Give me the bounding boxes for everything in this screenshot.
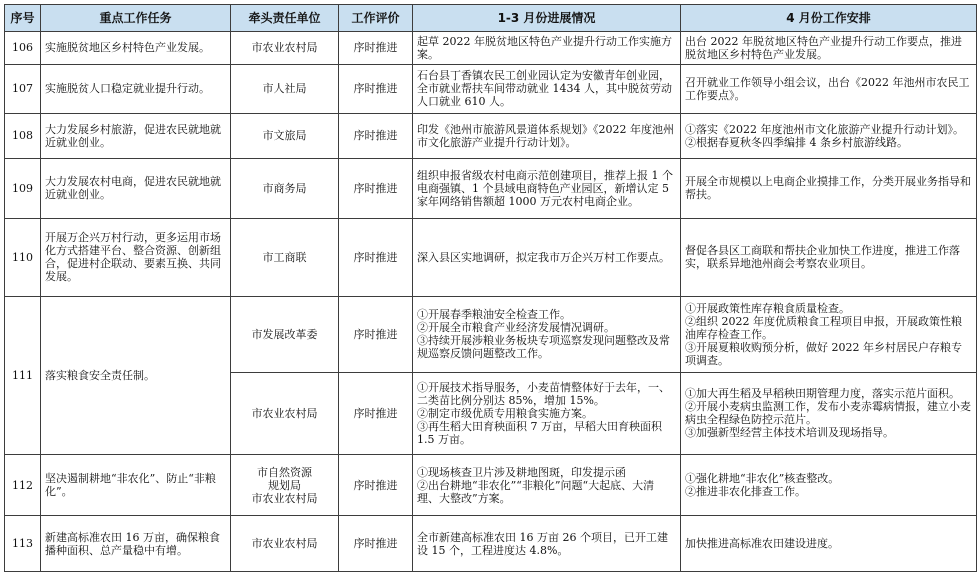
table-row — [5, 454, 977, 516]
task-cell: 坚决遏制耕地“非农化”、防止“非粮化”。 — [41, 454, 231, 516]
unit-cell: 市农业农村局 — [231, 516, 339, 572]
unit-cell: 市农业农村局 — [231, 372, 339, 454]
progress-cell: 起草 2022 年脱贫地区特色产业提升行动工作实施方案。 — [413, 31, 681, 64]
progress-item: ③再生稻大田育秧面积 7 万亩，早稻大田育秧面积 1.5 万亩。 — [417, 419, 662, 446]
plan-cell: 开展全市规模以上电商企业摸排工作，分类开展业务指导和帮扶。 — [681, 159, 977, 219]
evaluation-cell: 序时推进 — [339, 218, 413, 296]
table-row — [5, 296, 977, 372]
table-row — [5, 516, 977, 572]
evaluation-cell: 序时推进 — [339, 159, 413, 219]
plan-cell — [681, 454, 977, 516]
plan-cell — [681, 372, 977, 454]
unit-cell: 市商务局 — [231, 159, 339, 219]
table-row — [5, 31, 977, 64]
plan-item: ③开展夏粮收购预分析，做好 2022 年乡村居民户存粮专项调查。 — [685, 340, 962, 367]
row-number: 112 — [5, 454, 41, 516]
evaluation-cell: 序时推进 — [339, 113, 413, 158]
plan-cell: 督促各县区工商联和帮扶企业加快工作进度，推进工作落实，联系异地池州商会考察农业项目。 — [681, 218, 977, 296]
plan-item: ②推进非农化排查工作。 — [685, 485, 806, 499]
task-cell: 落实粮食安全责任制。 — [41, 296, 231, 454]
unit-cell: 市文旅局 — [231, 113, 339, 158]
task-cell: 实施脱贫人口稳定就业提升行动。 — [41, 64, 231, 113]
col-header-plan: 4 月份工作安排 — [681, 5, 977, 32]
progress-cell: 石台县丁香镇农民工创业园认定为安徽青年创业园，全市就业帮扶车间带动就业 1434 人，其中脱贫劳动人口就业 610 人。 — [413, 64, 681, 113]
task-cell: 大力发展乡村旅游，促进农民就地就近就业创业。 — [41, 113, 231, 158]
progress-item: ①开展春季粮油安全检查工作。 — [417, 308, 571, 322]
row-number: 106 — [5, 31, 41, 64]
row-number: 113 — [5, 516, 41, 572]
plan-cell: 加快推进高标准农田建设进度。 — [681, 516, 977, 572]
plan-item: ①强化耕地“非农化”核查整改。 — [685, 472, 840, 486]
progress-cell — [413, 296, 681, 372]
task-cell: 开展万企兴万村行动，更多运用市场化方式搭建平台、整合资源、创新组合，促进村企联动、要素互换、共同发展。 — [41, 218, 231, 296]
unit-cell — [231, 454, 339, 516]
col-header-no: 序号 — [5, 5, 41, 32]
progress-item: ①现场核查卫片涉及耕地图斑，印发提示函 — [417, 465, 626, 479]
unit-cell: 市农业农村局 — [231, 31, 339, 64]
row-number: 109 — [5, 159, 41, 219]
plan-item: ②组织 2022 年度优质粮食工程项目申报，开展政策性粮油库存检查工作。 — [685, 314, 962, 341]
col-header-progress: 1-3 月份进展情况 — [413, 5, 681, 32]
progress-item: ②开展全市粮食产业经济发展情况调研。 — [417, 321, 615, 335]
evaluation-cell: 序时推进 — [339, 454, 413, 516]
evaluation-cell: 序时推进 — [339, 31, 413, 64]
row-number: 111 — [5, 296, 41, 454]
plan-item: ②开展小麦病虫监测工作，发布小麦赤霉病情报，建立小麦病虫全程绿色防控示范片。 — [685, 400, 971, 427]
row-number: 108 — [5, 113, 41, 158]
evaluation-cell: 序时推进 — [339, 64, 413, 113]
unit-line: 市自然资源 — [257, 465, 312, 479]
plan-cell — [681, 296, 977, 372]
col-header-task: 重点工作任务 — [41, 5, 231, 32]
progress-item: ③持续开展涉粮业务板块专项巡察发现问题整改及常规巡察反馈问题整改工作。 — [417, 334, 670, 361]
row-number: 110 — [5, 218, 41, 296]
plan-item: ③加强新型经营主体技术培训及现场指导。 — [685, 426, 894, 440]
progress-cell: 印发《池州市旅游风景道体系规划》《2022 年度池州市文化旅游产业提升行动计划》。 — [413, 113, 681, 158]
evaluation-cell: 序时推进 — [339, 372, 413, 454]
table-row — [5, 218, 977, 296]
unit-line: 市农业农村局 — [251, 491, 318, 505]
table-row — [5, 113, 977, 158]
work-progress-table — [4, 4, 977, 572]
evaluation-cell: 序时推进 — [339, 296, 413, 372]
row-number: 107 — [5, 64, 41, 113]
task-cell: 新建高标准农田 16 万亩，确保粮食播种面积、总产量稳中有增。 — [41, 516, 231, 572]
progress-cell: 组织申报省级农村电商示范创建项目，推荐上报 1 个电商强镇、1 个县域电商特色产业园区，新增认定 5 家年网络销售额超 1000 万元农村电商企业。 — [413, 159, 681, 219]
task-cell: 实施脱贫地区乡村特色产业发展。 — [41, 31, 231, 64]
progress-item: ②出台耕地“非农化”“非粮化”问题“大起底、大清理、大整改”方案。 — [417, 478, 655, 505]
plan-cell: ①落实《2022 年度池州市文化旅游产业提升行动计划》。 ②根据春夏秋冬四季编排 4 条乡村旅游线路。 — [681, 113, 977, 158]
table-row — [5, 64, 977, 113]
unit-cell: 市工商联 — [231, 218, 339, 296]
plan-item: ①开展政策性库存粮食质量检查。 — [685, 301, 850, 315]
progress-cell: 全市新建高标准农田 16 万亩 26 个项目，已开工建设 15 个，工程进度达 4.8%。 — [413, 516, 681, 572]
progress-cell — [413, 454, 681, 516]
col-header-unit: 牵头责任单位 — [231, 5, 339, 32]
progress-item: ①开展技术指导服务，小麦苗情整体好于去年，一、二类苗比例分别达 85%，增加 15%。 — [417, 380, 670, 407]
evaluation-cell: 序时推进 — [339, 516, 413, 572]
task-cell: 大力发展农村电商，促进农民就地就近就业创业。 — [41, 159, 231, 219]
unit-cell: 市人社局 — [231, 64, 339, 113]
unit-cell: 市发展改革委 — [231, 296, 339, 372]
plan-cell: 召开就业工作领导小组会议，出台《2022 年池州市农民工工作要点》。 — [681, 64, 977, 113]
progress-item: ②制定市级优质专用粮食实施方案。 — [417, 406, 593, 420]
table-header-row — [5, 5, 977, 32]
plan-cell: 出台 2022 年脱贫地区特色产业提升行动工作要点，推进脱贫地区乡村特色产业发展。 — [681, 31, 977, 64]
col-header-eval: 工作评价 — [339, 5, 413, 32]
unit-line: 规划局 — [268, 478, 301, 492]
progress-cell — [413, 372, 681, 454]
plan-item: ①加大再生稻及早稻秧田期管理力度，落实示范片面积。 — [685, 387, 960, 401]
table-row — [5, 159, 977, 219]
progress-cell: 深入县区实地调研，拟定我市万企兴万村工作要点。 — [413, 218, 681, 296]
